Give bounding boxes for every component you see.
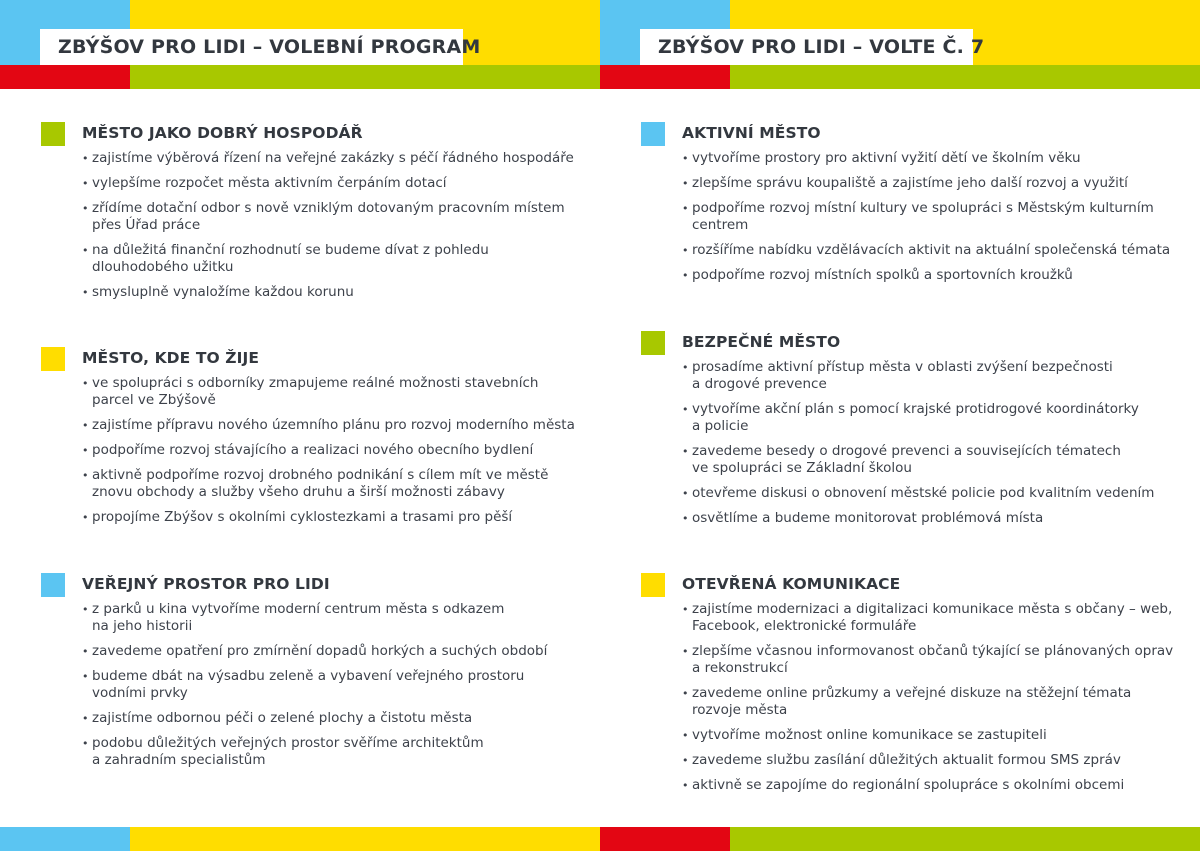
- left-section-2: [41, 347, 581, 534]
- section-list: [82, 375, 581, 526]
- section-list: [82, 150, 581, 301]
- section-list: [82, 601, 581, 769]
- list-item: • vytvoříme akční plán s pomocí krajské protidrogové koordinátorky a policie: [682, 401, 1193, 435]
- right-section-2: [641, 331, 1193, 535]
- band-bottom-right-red: [600, 827, 730, 851]
- band-bottom-right-green: [730, 827, 1200, 851]
- list-item: • zavedeme online průzkumy a veřejné diskuze na stěžejní témata rozvoje města: [682, 685, 1193, 719]
- list-item: • zajistíme výběrová řízení na veřejné zakázky s péčí řádného hospodáře: [82, 150, 581, 167]
- section-title: MĚSTO, KDE TO ŽIJE: [82, 349, 260, 367]
- list-item: • podpoříme rozvoj stávajícího a realizaci nového obecního bydlení: [82, 442, 581, 459]
- right-page-title: ZBÝŠOV PRO LIDI – VOLTE Č. 7: [640, 29, 973, 65]
- list-item: • ve spolupráci s odborníky zmapujeme reálné možnosti stavebních parcel ve Zbýšově: [82, 375, 581, 409]
- right-section-3: [641, 573, 1193, 802]
- band-top-right-red: [600, 65, 730, 89]
- list-item: • prosadíme aktivní přístup města v oblasti zvýšení bezpečnosti a drogové prevence: [682, 359, 1193, 393]
- list-item: • propojíme Zbýšov s okolními cyklostezkami a trasami pro pěší: [82, 509, 581, 526]
- section-list: [682, 150, 1193, 284]
- section-marker-square: [641, 331, 665, 355]
- list-item: • zajistíme modernizaci a digitalizaci komunikace města s občany – web, Facebook, elektronické formuláře: [682, 601, 1193, 635]
- list-item: • smysluplně vynaložíme každou korunu: [82, 284, 581, 301]
- section-title: OTEVŘENÁ KOMUNIKACE: [682, 575, 901, 593]
- list-item: • z parků u kina vytvoříme moderní centrum města s odkazem na jeho historii: [82, 601, 581, 635]
- list-item: • rozšíříme nabídku vzdělávacích aktivit na aktuální společenská témata: [682, 242, 1193, 259]
- list-item: • zavedeme službu zasílání důležitých aktualit formou SMS zpráv: [682, 752, 1193, 769]
- band-bottom-left-yellow: [130, 827, 600, 851]
- list-item: • vylepšíme rozpočet města aktivním čerpáním dotací: [82, 175, 581, 192]
- section-marker-square: [641, 573, 665, 597]
- list-item: • zlepšíme včasnou informovanost občanů týkající se plánovaných oprav a rekonstrukcí: [682, 643, 1193, 677]
- list-item: • zajistíme odbornou péči o zelené plochy a čistotu města: [82, 710, 581, 727]
- section-marker-square: [641, 122, 665, 146]
- section-list: [682, 601, 1193, 794]
- section-marker-square: [41, 122, 65, 146]
- list-item: • vytvoříme možnost online komunikace se zastupiteli: [682, 727, 1193, 744]
- list-item: • podobu důležitých veřejných prostor svěříme architektům a zahradním specialistům: [82, 735, 581, 769]
- list-item: • zajistíme přípravu nového územního plánu pro rozvoj moderního města: [82, 417, 581, 434]
- section-marker-square: [41, 573, 65, 597]
- list-item: • aktivně podpoříme rozvoj drobného podnikání s cílem mít ve městě znovu obchody a služby všeho druhu a širší možnosti zábavy: [82, 467, 581, 501]
- band-top-left-green: [130, 65, 600, 89]
- list-item: • zřídíme dotační odbor s nově vzniklým dotovaným pracovním místem přes Úřad práce: [82, 200, 581, 234]
- section-marker-square: [41, 347, 65, 371]
- list-item: • zlepšíme správu koupaliště a zajistíme jeho další rozvoj a využití: [682, 175, 1193, 192]
- left-section-3: [41, 573, 581, 777]
- list-item: • zavedeme besedy o drogové prevenci a souvisejících tématech ve spolupráci se Základní školou: [682, 443, 1193, 477]
- list-item: • podpoříme rozvoj místní kultury ve spolupráci s Městským kulturním centrem: [682, 200, 1193, 234]
- list-item: • budeme dbát na výsadbu zeleně a vybavení veřejného prostoru vodními prvky: [82, 668, 581, 702]
- list-item: • na důležitá finanční rozhodnutí se budeme dívat z pohledu dlouhodobého užitku: [82, 242, 581, 276]
- list-item: • vytvoříme prostory pro aktivní vyžití dětí ve školním věku: [682, 150, 1193, 167]
- section-title: BEZPEČNÉ MĚSTO: [682, 333, 841, 351]
- list-item: • aktivně se zapojíme do regionální spolupráce s okolními obcemi: [682, 777, 1193, 794]
- list-item: • osvětlíme a budeme monitorovat problémová místa: [682, 510, 1193, 527]
- band-top-left-red: [0, 65, 130, 89]
- section-list: [682, 359, 1193, 527]
- section-title: AKTIVNÍ MĚSTO: [682, 124, 821, 142]
- left-section-1: [41, 122, 581, 309]
- section-title: MĚSTO JAKO DOBRÝ HOSPODÁŘ: [82, 124, 363, 142]
- section-title: VEŘEJNÝ PROSTOR PRO LIDI: [82, 575, 330, 593]
- left-page-title: ZBÝŠOV PRO LIDI – VOLEBNÍ PROGRAM: [40, 29, 463, 65]
- list-item: • zavedeme opatření pro zmírnění dopadů horkých a suchých období: [82, 643, 581, 660]
- band-top-right-green: [730, 65, 1200, 89]
- list-item: • otevřeme diskusi o obnovení městské policie pod kvalitním vedením: [682, 485, 1193, 502]
- band-bottom-left-blue: [0, 827, 130, 851]
- list-item: • podpoříme rozvoj místních spolků a sportovních kroužků: [682, 267, 1193, 284]
- right-section-1: [641, 122, 1193, 292]
